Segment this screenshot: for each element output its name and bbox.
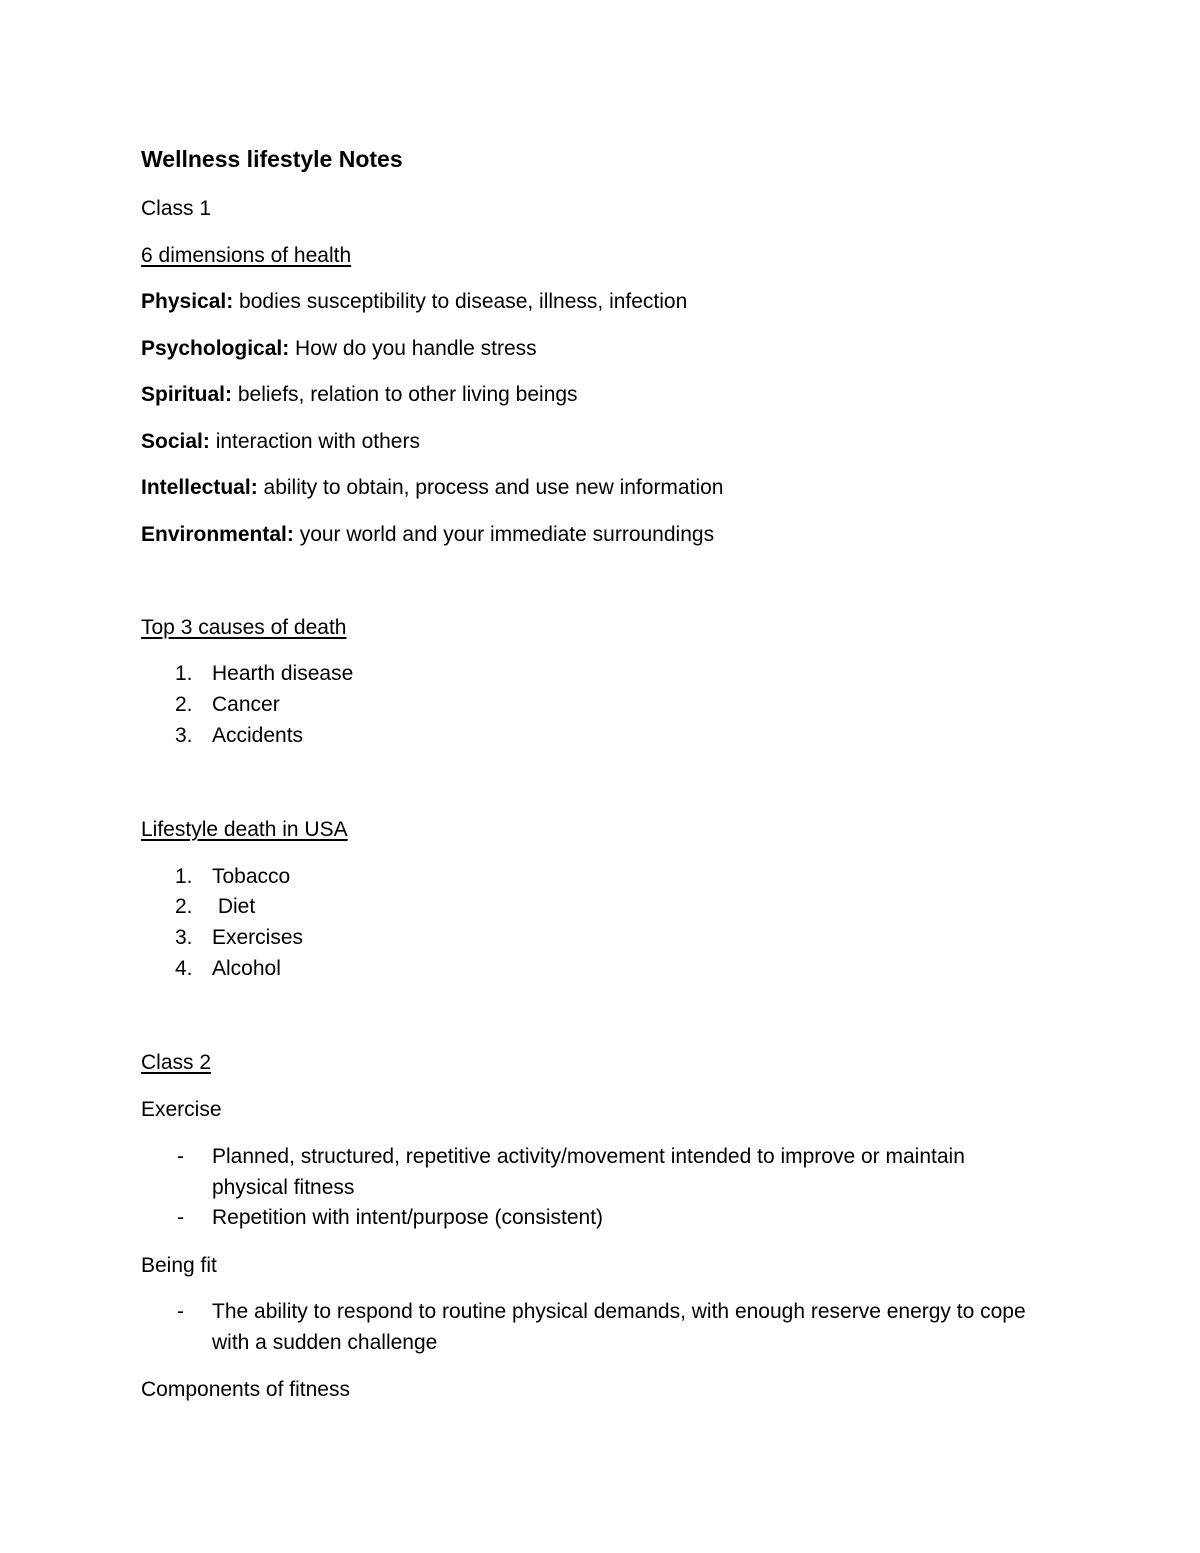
dimension-term: Physical: bbox=[141, 290, 234, 313]
dimension-physical bbox=[141, 289, 687, 315]
dimension-spiritual bbox=[141, 382, 578, 408]
list-number: 1. bbox=[175, 662, 193, 685]
bullet-text: The ability to respond to routine physical demands, with enough reserve energy to cope bbox=[212, 1300, 1026, 1323]
list-number: 3. bbox=[175, 724, 193, 747]
lifestyle-heading: Lifestyle death in USA bbox=[141, 818, 348, 841]
dimension-social bbox=[141, 429, 420, 455]
list-number: 4. bbox=[175, 957, 193, 980]
dimension-term: Spiritual: bbox=[141, 383, 233, 406]
bullet-text: Planned, structured, repetitive activity/movement intended to improve or maintain bbox=[212, 1145, 965, 1168]
exercise-heading: Exercise bbox=[141, 1098, 222, 1121]
components-heading: Components of fitness bbox=[141, 1378, 350, 1401]
dimension-desc: interaction with others bbox=[209, 430, 420, 453]
list-item: Accidents bbox=[212, 724, 304, 747]
list-item: Hearth disease bbox=[212, 662, 354, 685]
being-fit-heading: Being fit bbox=[141, 1254, 217, 1277]
dimension-term: Psychological: bbox=[141, 337, 290, 360]
bullet-dash: - bbox=[177, 1206, 184, 1229]
list-number: 3. bbox=[175, 926, 193, 949]
class-2-label: Class 2 bbox=[141, 1051, 212, 1074]
dimension-term: Intellectual: bbox=[141, 476, 258, 499]
dimension-desc: ability to obtain, process and use new information bbox=[257, 476, 724, 499]
list-item: Exercises bbox=[212, 926, 304, 949]
dimension-desc: beliefs, relation to other living beings bbox=[232, 383, 578, 406]
list-number: 1. bbox=[175, 865, 193, 888]
class-1-label: Class 1 bbox=[141, 197, 212, 220]
dimension-term: Environmental: bbox=[141, 523, 294, 546]
dimension-desc: bodies susceptibility to disease, illness, infection bbox=[233, 290, 688, 313]
bullet-dash: - bbox=[177, 1300, 184, 1323]
list-number: 2. bbox=[175, 895, 193, 918]
bullet-text-continued: with a sudden challenge bbox=[212, 1331, 438, 1354]
bullet-text-continued: physical fitness bbox=[212, 1176, 355, 1199]
document-title: Wellness lifestyle Notes bbox=[141, 146, 403, 172]
dimension-desc: your world and your immediate surroundings bbox=[293, 523, 715, 546]
list-item: Tobacco bbox=[212, 865, 291, 888]
dimension-intellectual bbox=[141, 475, 723, 501]
dimension-term: Social: bbox=[141, 430, 210, 453]
dimension-desc: How do you handle stress bbox=[289, 337, 537, 360]
list-item: Alcohol bbox=[212, 957, 281, 980]
bullet-dash: - bbox=[177, 1145, 184, 1168]
causes-heading: Top 3 causes of death bbox=[141, 616, 347, 639]
dimension-environmental bbox=[141, 522, 714, 548]
list-number: 2. bbox=[175, 693, 193, 716]
bullet-text: Repetition with intent/purpose (consistent) bbox=[212, 1206, 604, 1229]
dimensions-heading: 6 dimensions of health bbox=[141, 244, 352, 267]
list-item: Cancer bbox=[212, 693, 280, 716]
list-item: Diet bbox=[212, 895, 256, 918]
dimension-psychological bbox=[141, 336, 537, 362]
